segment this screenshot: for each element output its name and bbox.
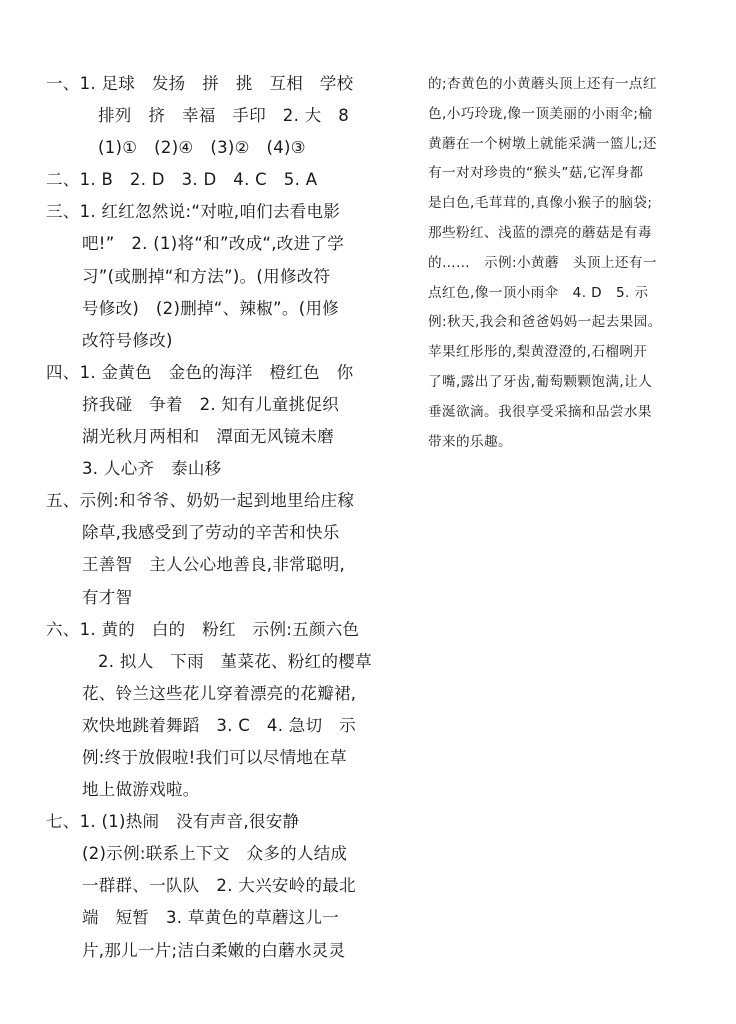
answer-line: (2)示例:联系上下文 众多的人结成 [82,844,348,864]
answer-line: 吧!” 2. (1)将“和”改成“,改进了学 [82,234,345,254]
answer-line: 花、铃兰这些花儿穿着漂亮的花瓣裙, [82,683,357,703]
answer-line: 习”(或删掉“和方法”)。(用修改符 [82,266,331,286]
answer-line: 的…… 示例:小黄蘑 头顶上还有一 [428,254,657,271]
answer-line: 除草,我感受到了劳动的辛苦和快乐 [82,523,340,543]
answer-line: 有一对对珍贵的“猴头”菇,它浑身都 [428,165,644,182]
answer-line-section-2: 二、1. B 2. D 3. D 4. C 5. A [46,170,318,190]
answer-line: 是白色,毛茸茸的,真像小猴子的脑袋; [428,195,653,212]
answer-line: 改符号修改) [82,330,173,350]
answer-line: 垂涎欲滴。我很享受采摘和品尝水果 [428,403,652,420]
answer-line: 王善智 主人公心地善良,非常聪明, [82,555,346,575]
answer-line: 那些粉红、浅蓝的漂亮的蘑菇是有毒 [428,224,652,241]
answer-line: 挤我碰 争着 2. 知有儿童挑促织 [82,394,340,414]
answer-line: 号修改) (2)删掉“、辣椒”。(用修 [82,298,340,318]
answer-line: 2. 拟人 下雨 堇菜花、粉红的樱草 [98,651,372,671]
answer-line: 排列 挤 幸福 手印 2. 大 8 [98,106,350,126]
answer-line: 带来的乐趣。 [428,433,512,450]
answer-line: 点红色,像一顶小雨伞 4. D 5. 示 [428,284,649,301]
answer-line-section-1: 一、1. 足球 发扬 拼 挑 互相 学校 [46,74,354,93]
answer-line: 端 短暂 3. 草黄色的草蘑这儿一 [82,908,340,928]
answer-column-right [428,70,713,457]
answer-line: 例:终于放假啦!我们可以尽情地在草 [82,747,347,767]
answer-line: 色,小巧玲珑,像一顶美丽的小雨伞;榆 [428,105,653,122]
answer-line-section-3: 三、1. 红红忽然说:“对啦,咱们去看电影 [46,202,341,222]
answer-line-section-6: 六、1. 黄的 白的 粉红 示例:五颜六色 [46,619,360,639]
answer-line: 了嘴,露出了牙齿,葡萄颗颗饱满,让人 [428,373,653,390]
answer-line: 的;杏黄色的小黄蘑头顶上还有一点红 [428,76,657,92]
answer-line-section-4: 四、1. 金黄色 金色的海洋 橙红色 你 [46,362,354,382]
answer-line: (1)① (2)④ (3)② (4)③ [98,138,306,158]
answer-line: 片,那儿一片;洁白柔嫩的白蘑水灵灵 [82,940,346,960]
answer-line: 3. 人心齐 泰山移 [82,459,222,479]
answer-line: 有才智 [82,587,133,607]
answer-line-section-5: 五、示例:和爷爷、奶奶一起到地里给庄稼 [46,491,355,511]
answer-line: 例:秋天,我会和爸爸妈妈一起去果园。 [428,314,662,331]
answer-column-left [46,68,386,967]
answer-line: 黄蘑在一个树墩上就能采满一篮儿;还 [428,135,657,152]
answer-line: 一群群、一队队 2. 大兴安岭的最北 [82,876,356,896]
answer-line: 湖光秋月两相和 潭面无风镜未磨 [82,427,334,447]
answer-line-section-7: 七、1. (1)热闹 没有声音,很安静 [46,812,300,832]
answer-line: 欢快地跳着舞蹈 3. C 4. 急切 示 [82,715,356,735]
answer-line: 苹果红彤彤的,梨黄澄澄的,石榴咧开 [428,344,648,361]
answer-line: 地上做游戏啦。 [82,780,200,800]
